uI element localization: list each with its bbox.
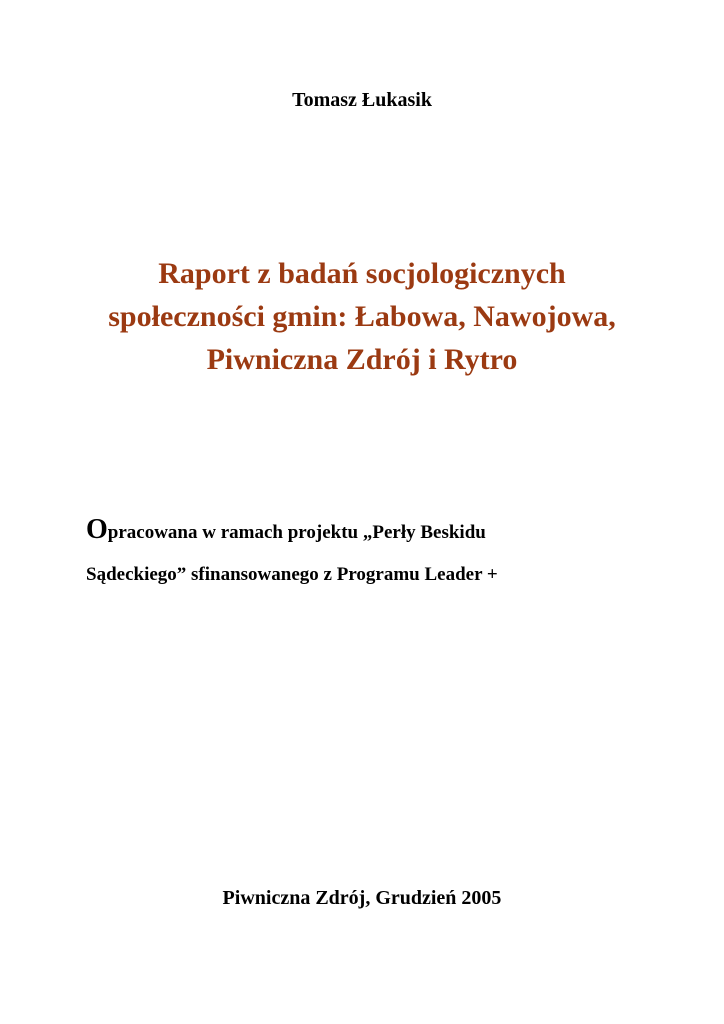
title-line-1: Raport z badań socjologicznych (158, 257, 566, 290)
document-title (40, 252, 684, 381)
author-name: Tomasz Łukasik (292, 89, 432, 111)
title-line-3: Piwniczna Zdrój i Rytro (206, 343, 518, 376)
subtitle-line-1-text: pracowana w ramach projektu „Perły Beskidu (107, 522, 486, 543)
project-subtitle (86, 512, 686, 596)
place-and-date: Piwniczna Zdrój, Grudzień 2005 (222, 887, 502, 909)
subtitle-line-2: Sądeckiego” sfinansowanego z Programu Leader + (86, 564, 498, 585)
subtitle-initial-letter: O (86, 514, 108, 545)
subtitle-line-1 (86, 512, 686, 554)
title-line-2: społeczności gmin: Łabowa, Nawojowa, (108, 300, 616, 333)
